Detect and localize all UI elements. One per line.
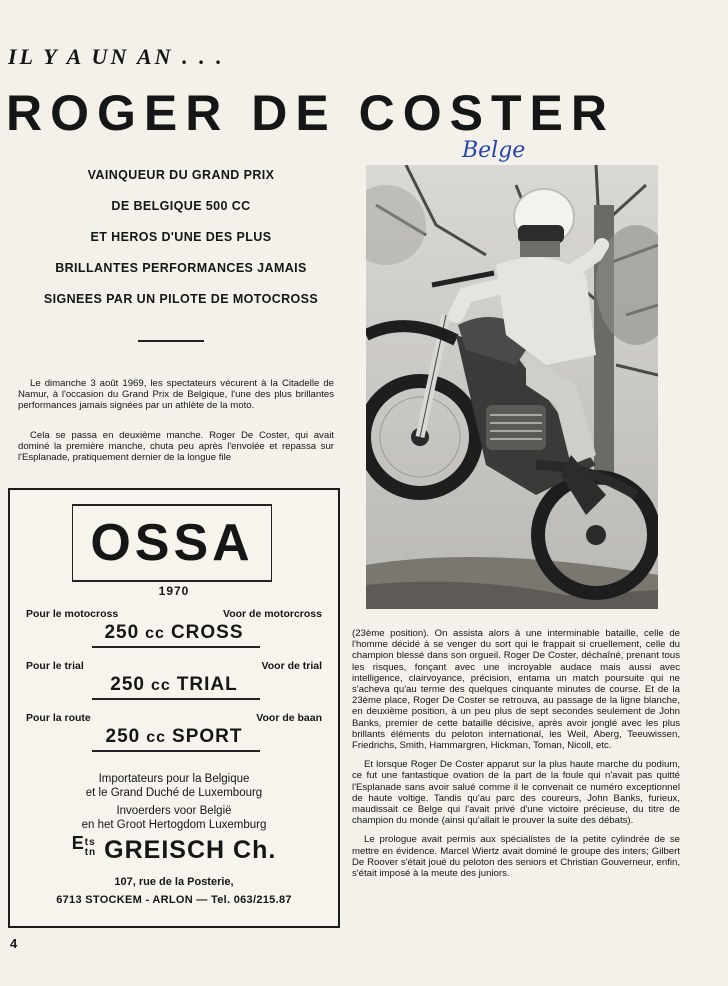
ets-abbrev [71, 833, 97, 858]
displacement: 250 [105, 726, 141, 747]
importer-text [10, 772, 338, 832]
unit: cc [146, 729, 167, 746]
page-number: 4 [10, 936, 18, 951]
subheading [10, 160, 352, 315]
model-name: SPORT [172, 726, 243, 747]
importer-fr-line: et le Grand Duché de Luxembourg [85, 787, 263, 799]
underline [92, 698, 260, 700]
subheading-line: BRILLANTES PERFORMANCES JAMAIS [55, 261, 307, 275]
row-label-nl: Voor de trial [261, 660, 322, 672]
company-name: GREISCH Ch. [104, 836, 277, 864]
unit: cc [150, 677, 171, 694]
displacement: 250 [110, 674, 145, 695]
subheading-line: SIGNEES PAR UN PILOTE DE MOTOCROSS [43, 292, 319, 306]
subheading-line: VAINQUEUR DU GRAND PRIX [87, 168, 275, 182]
row-label-nl: Voor de baan [256, 712, 322, 724]
row-label-fr: Pour le motocross [26, 608, 119, 620]
model-spec [26, 674, 322, 696]
ets-sup: ts [84, 837, 96, 848]
article-paragraph: Et lorsque Roger De Coster apparut sur la plus haute marche du podium, ce fut une fantastique ovation de la part de la foule qui n'avait pas quitté l'Esplanade sans avoir salué comme il le convenait ce numéro exceptionnel de haute voltige. Tandis qu'au parc des coureurs, John Banks, furieux, maudissait ce Belge qui l'avait privé d'une victoire précieuse, du titre de champion du monde (ainsi qu'allait le prouver la suite des débats). [352, 759, 680, 827]
company-name-line [10, 833, 338, 865]
ets-sub: tn [84, 847, 97, 858]
importer-fr-line: Importateurs pour la Belgique [98, 773, 250, 785]
model-name: CROSS [170, 622, 244, 643]
underline [92, 750, 260, 752]
ossa-advertisement [8, 488, 340, 928]
ad-year: 1970 [158, 584, 190, 598]
article-right-column [352, 628, 680, 887]
model-spec [26, 622, 322, 644]
article-paragraph: Cela se passa en deuxième manche. Roger De Coster, qui avait dominé la première manche, chuta peu après l'envolée et repassa sur l'Esplanade, pratiquement dernier de la longue file [18, 430, 334, 464]
ets-letter: E [71, 833, 85, 853]
address-city-phone: 6713 STOCKEM - ARLON — Tel. 063/215.87 [56, 894, 292, 906]
kicker-heading: IL Y A UN AN . . . [8, 44, 225, 69]
ossa-logo: OSSA [90, 514, 254, 572]
unit: cc [145, 625, 165, 642]
article-paragraph: (23ème position). On assista alors à une interminable bataille, celle de l'homme décidé à se venger du sort qui le frappait si cruellement, celle du champion blessé dans son orgueil. Roger De Coster, déchaîné, prenant tous les risques, fonçant avec une incroyable audace mais aussi avec intelligence, clairvoyance, précision, entama un match poursuite qui ne s'acheva qu'au terme des quelques cinquante minutes de course. Et de la 23ème place, Roger De Coster se retrouva, au passage de la ligne blanche, en deuxième position, à un peu plus de sept secondes seulement de John Banks, premier de cette bataille décisive, après avoir jonglé avec les plus brillants éléments du peloton international, les Weil, Aberg, Teeuwissen, Friedrichs, Smith, Hammargren, Hickman, Toman, Nicoll, etc. [352, 628, 680, 752]
subheading-line: DE BELGIQUE 500 CC [111, 199, 251, 213]
motocross-rider-illustration [366, 165, 658, 609]
underline [92, 646, 260, 648]
subheading-line: ET HEROS D'UNE DES PLUS [90, 230, 272, 244]
importer-nl-line: en het Groot Hertogdom Luxemburg [81, 819, 267, 831]
row-label-fr: Pour la route [26, 712, 91, 724]
article-paragraph: Le prologue avait permis aux spécialistes de la petite cylindrée de se mettre en évidence. Marcel Wiertz avait dominé le groupe des inters; Gilbert De Roover s'était joué du peloton des seniors et Christian Gouverneur, enfin, s'était imposé à la meute des juniors. [352, 834, 680, 880]
row-label-nl: Voor de motorcross [223, 608, 322, 620]
divider-rule [138, 340, 204, 342]
ossa-logo-box [72, 504, 272, 582]
address-street: 107, rue de la Posterie, [114, 876, 234, 888]
importer-nl-line: Invoerders voor België [116, 805, 232, 817]
article-paragraph: Le dimanche 3 août 1969, les spectateurs vécurent à la Citadelle de Namur, à l'occasion du Grand Prix de Belgique, l'une des plus brillantes performances jamais signées par un athlète de la moto. [18, 378, 334, 412]
headline: ROGER DE COSTER [6, 85, 615, 141]
model-name: TRIAL [176, 674, 238, 695]
handwritten-note: Belge [462, 138, 526, 163]
model-spec [26, 726, 322, 748]
row-label-fr: Pour le trial [26, 660, 84, 672]
displacement: 250 [104, 622, 140, 643]
rider-photo [366, 165, 658, 609]
